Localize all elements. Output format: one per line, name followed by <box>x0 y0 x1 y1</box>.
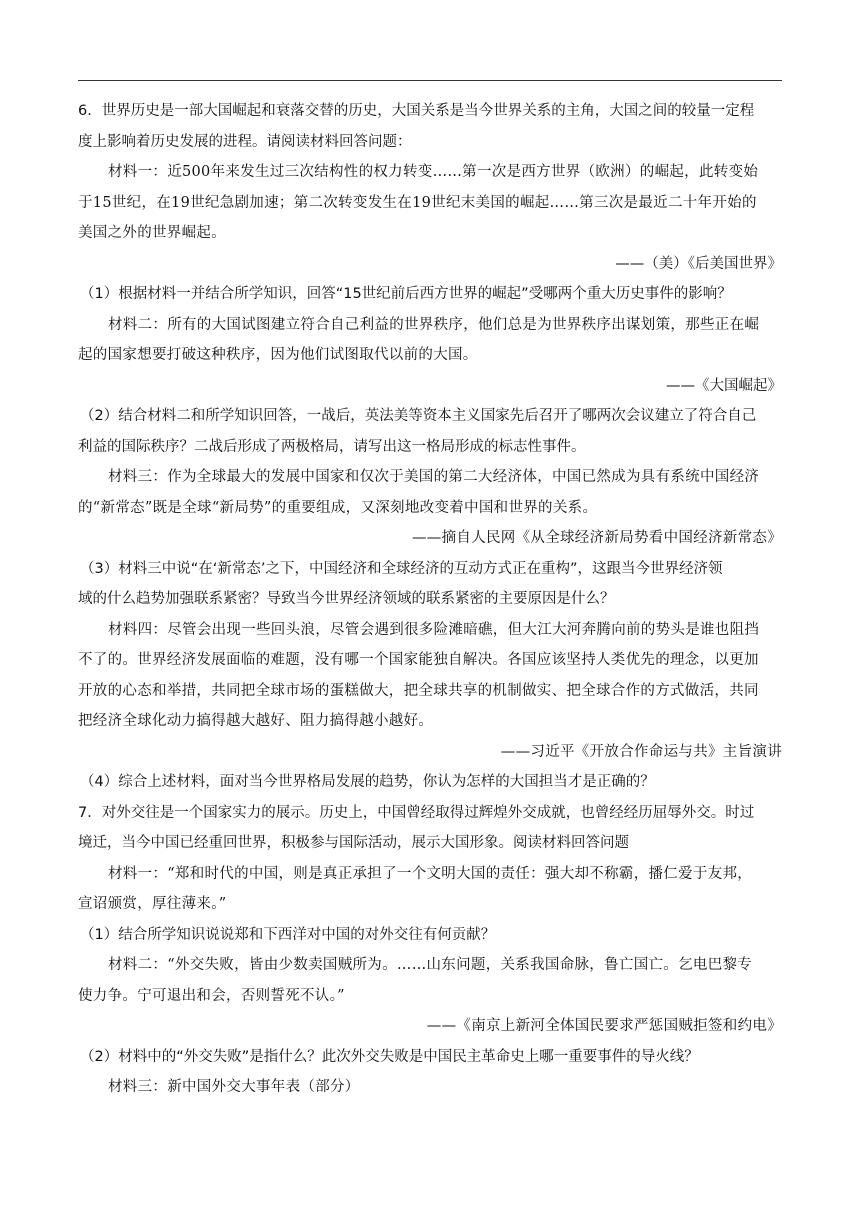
header-rule <box>78 80 782 81</box>
q6-source4: ——习近平《开放合作命运与共》主旨演讲 <box>500 743 782 760</box>
q7-sub-question-2: （2）材料中的“外交失败”是指什么？此次外交失败是中国民主革命史上哪一重要事件的导火线？ <box>80 1048 699 1065</box>
q7-material1-line-1: 材料一：“郑和时代的中国，则是真正承担了一个文明大国的责任：强大却不称霸，播仁爱于友邦， <box>108 865 753 882</box>
q7-stem-line-1: 7．对外交往是一个国家实力的展示。历史上，中国曾经取得过辉煌外交成就，也曾经经历屈辱外交。时过 <box>78 804 755 821</box>
q7-material2-line-1: 材料二：“外交失败，皆由少数卖国贼所为。……山东问题，关系我国命脉，鲁亡国亡。乞电巴黎专 <box>108 957 753 973</box>
q7-material3-title: 材料三：新中国外交大事年表（部分） <box>108 1079 360 1095</box>
q6-sub-question-4: （4）综合上述材料，面对当今世界格局发展的趋势，你认为怎样的大国担当才是正确的？ <box>80 774 655 790</box>
q6-material1-line-1: 材料一：近500年来发生过三次结构性的权力转变……第一次是西方世界（欧洲）的崛起，此转变始 <box>108 164 759 180</box>
q6-material2-line-1: 材料二：所有的大国试图建立符合自己利益的世界秩序，他们总是为世界秩序出谋划策，那些正在崛 <box>108 316 760 333</box>
document-page <box>78 96 782 1103</box>
q6-material4-line-3: 开放的心态和举措，共同把全球市场的蛋糕做大，把全球共享的机制做实、把全球合作的方式做活，共同 <box>78 682 759 699</box>
q6-material4-line-1: 材料四：尽管会出现一些回头浪，尽管会遇到很多险滩暗礁，但大江大河奔腾向前的势头是谁也阻挡 <box>108 621 760 638</box>
q6-sub-question-2-line-2: 利益的国际秩序？二战后形成了两极格局，请写出这一格局形成的标志性事件。 <box>78 438 586 455</box>
q7-material2-line-2: 使力争。宁可退出和会，否则誓死不认。” <box>78 987 345 1004</box>
q6-sub-question-2-line-1: （2）结合材料二和所学知识回答，一战后，英法美等资本主义国家先后召开了哪两次会议建立了符合自己 <box>80 408 757 424</box>
q6-material1-line-3: 美国之外的世界崛起。 <box>78 225 226 241</box>
q6-material3-line-2: 的“新常态”既是全球“新局势”的重要组成，又深刻地改变着中国和世界的关系。 <box>78 499 598 516</box>
q6-stem-line-1: 6．世界历史是一部大国崛起和衰落交替的历史，大国关系是当今世界关系的主角，大国之间的较量一定程 <box>78 103 755 119</box>
q6-material2-line-2: 起的国家想要打破这种秩序，因为他们试图取代以前的大国。 <box>78 347 478 363</box>
q6-material3-line-1: 材料三：作为全球最大的发展中国家和仅次于美国的第二大经济体，中国已然成为具有系统中国经济 <box>108 469 760 485</box>
q6-source1: ——（美）《后美国世界》 <box>615 255 782 272</box>
q6-sub-question-1: （1）根据材料一并结合所学知识，回答“15世纪前后西方世界的崛起”受哪两个重大历史事件的影响？ <box>80 286 732 302</box>
q7-source2: ——《南京上新河全体国民要求严惩国贼拒签和约电》 <box>426 1018 782 1034</box>
q6-sub-question-3-line-1: （3）材料三中说“在‘新常态’之下，中国经济和全球经济的互动方式正在重构”，这跟当今世界经济领 <box>80 560 723 577</box>
q6-stem-line-2: 度上影响着历史发展的进程。请阅读材料回答问题： <box>78 133 412 150</box>
q6-source2: ——《大国崛起》 <box>666 377 782 394</box>
q6-sub-question-3-line-2: 域的什么趋势加强联系紧密？导致当今世界经济领域的联系紧密的主要原因是什么？ <box>78 591 615 607</box>
q6-source3: ——摘自人民网《从全球经济新局势看中国经济新常态》 <box>412 530 782 546</box>
q6-material1-line-2: 于15世纪，在19世纪急剧加速；第二次转变发生在19世纪末美国的崛起……第三次是最近二十年开始的 <box>78 194 757 211</box>
q7-material1-line-2: 宣诏颁赏，厚往薄来。” <box>78 896 227 912</box>
q7-sub-question-1: （1）结合所学知识说说郑和下西洋对中国的对外交往有何贡献？ <box>80 926 496 943</box>
q6-material4-line-4: 把经济全球化动力搞得越大越好、阻力搞得越小越好。 <box>78 713 434 729</box>
q7-stem-line-2: 境迁，当今中国已经重回世界，积极参与国际活动，展示大国形象。阅读材料回答问题 <box>78 835 629 851</box>
q6-material4-line-2: 不了的。世界经济发展面临的难题，没有哪一个国家能独自解决。各国应该坚持人类优先的理念，以更加 <box>78 652 759 668</box>
